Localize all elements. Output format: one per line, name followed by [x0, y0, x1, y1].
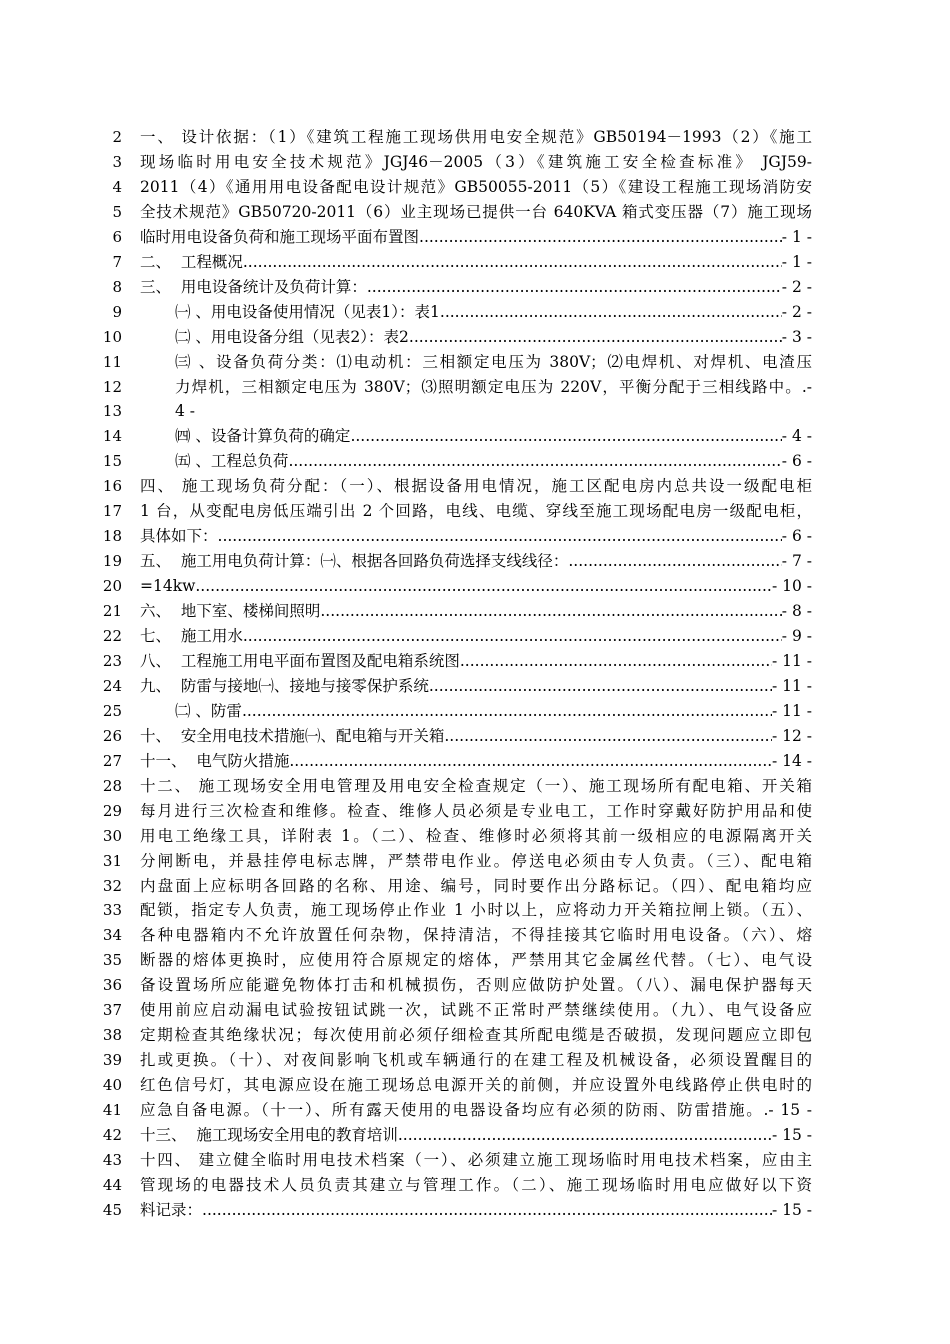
- toc-leader-dots: [202, 1198, 772, 1223]
- toc-page-number: - 12 -: [771, 726, 812, 745]
- line-number: 37: [102, 1001, 122, 1020]
- toc-leader-dots: [419, 225, 782, 250]
- line-number: 2: [112, 128, 122, 146]
- line-number: 26: [102, 726, 122, 745]
- line-number: 23: [102, 651, 122, 670]
- toc-line: [0, 200, 950, 225]
- toc-line: [0, 375, 950, 400]
- toc-entry-title: ㈡ 、防雷: [175, 701, 242, 720]
- toc-entry: [140, 574, 812, 599]
- toc-leader-dots: [350, 424, 781, 449]
- toc-line: [0, 699, 950, 724]
- line-number: 31: [102, 851, 122, 870]
- toc-page-number: - 15 -: [771, 1200, 812, 1219]
- line-number: 20: [102, 577, 122, 596]
- toc-line: [0, 973, 950, 998]
- toc-line: [0, 1198, 950, 1223]
- toc-line: [0, 1048, 950, 1073]
- paragraph-line: ㈢ 、设备负荷分类：⑴电动机：三相额定电压为 380V；⑵电焊机、对焊机、电渣压: [175, 352, 812, 371]
- toc-line: [0, 549, 950, 574]
- line-number: 8: [112, 277, 122, 296]
- toc-page-number: - 9 -: [781, 627, 812, 645]
- toc-page-number: - 2 -: [781, 302, 812, 321]
- line-number: 14: [102, 427, 122, 446]
- toc-entry-title: ㈤ 、工程总负荷: [175, 452, 289, 471]
- toc-entry: [175, 424, 812, 449]
- toc-entry: [140, 549, 812, 574]
- toc-entry: [140, 1198, 812, 1223]
- toc-entry-title: ㈣ 、设备计算负荷的确定: [175, 427, 351, 446]
- toc-line: [0, 150, 950, 175]
- line-number: 39: [102, 1051, 122, 1070]
- line-number: 45: [102, 1200, 122, 1219]
- toc-line: [0, 898, 950, 923]
- toc-leader-dots: [243, 624, 782, 649]
- toc-entry-title: ㈠ 、用电设备使用情况（见表1）：表1: [175, 302, 440, 321]
- line-number: 36: [102, 976, 122, 995]
- line-number: 17: [102, 502, 122, 521]
- toc-line: [0, 524, 950, 549]
- toc-line: [0, 1173, 950, 1198]
- paragraph-line: 各种电器箱内不允许放置任何杂物，保持清洁，不得挂接其它临时用电设备。（六）、熔: [140, 926, 812, 945]
- toc-page-number: - 6 -: [781, 527, 812, 546]
- toc-page-number: - 11 -: [771, 651, 812, 670]
- toc-line: [0, 574, 950, 599]
- toc-page-number: - 6 -: [781, 452, 812, 471]
- toc-line: [0, 499, 950, 524]
- toc-line: [0, 849, 950, 874]
- paragraph-line: 四、 施工现场负荷分配：（一）、根据设备用电情况，施工区配电房内总共设一级配电柜: [140, 477, 812, 496]
- line-number: 18: [102, 527, 122, 546]
- line-number: 25: [102, 701, 122, 720]
- line-number: 13: [102, 402, 122, 421]
- toc-entry: [140, 749, 812, 774]
- line-number: 43: [102, 1150, 122, 1169]
- paragraph-line: 用电工绝缘工具，详附表 1。（二）、检查、维修时必须将其前一级相应的电源隔离开关: [140, 826, 812, 845]
- toc-page-number: - 11 -: [771, 676, 812, 695]
- toc-line: [0, 624, 950, 649]
- toc-leader-dots: [460, 649, 772, 674]
- toc-page-number: - 8 -: [781, 602, 812, 621]
- toc-entry: [140, 624, 812, 649]
- toc-leader-dots: [398, 1123, 772, 1148]
- toc-leader-dots: [440, 300, 782, 325]
- paragraph-line: 断器的熔体更换时，应使用符合原规定的熔体，严禁用其它金属丝代替。（七）、电气设: [140, 951, 812, 970]
- toc-leader-dots: [218, 524, 782, 549]
- paragraph-line: 备设置场所应能避免物体打击和机械损伤，否则应做防护处置。（八）、漏电保护器每天: [140, 976, 812, 995]
- line-number: 41: [102, 1101, 122, 1120]
- line-number: 32: [102, 876, 122, 895]
- toc-entry: [140, 724, 812, 749]
- line-number: 21: [102, 602, 122, 621]
- toc-line: [0, 674, 950, 699]
- line-number: 9: [112, 302, 122, 321]
- toc-leader-dots: [409, 325, 782, 350]
- line-number: 24: [102, 676, 122, 695]
- line-number: 16: [102, 477, 122, 496]
- paragraph-line: 现场临时用电安全技术规范》JGJ46－2005（3）《建筑施工安全检查标准》 JGJ59-: [140, 152, 812, 171]
- toc-leader-dots: [195, 574, 772, 599]
- toc-line: [0, 350, 950, 375]
- toc-page-number: - 7 -: [781, 552, 812, 571]
- toc-entry-title: 八、 工程施工用电平面布置图及配电箱系统图: [140, 651, 460, 670]
- paragraph-line: 使用前应启动漏电试验按钮试跳一次，试跳不正常时严禁继续使用。（九）、电气设备应: [140, 1001, 812, 1020]
- paragraph-line: 十二、 施工现场安全用电管理及用电安全检查规定（一）、施工现场所有配电箱、开关箱: [140, 776, 812, 795]
- toc-line: [0, 774, 950, 799]
- toc-entry-title: 二、 工程概况: [140, 252, 243, 271]
- toc-entry-title: =14kw: [140, 577, 196, 596]
- toc-line: [0, 1073, 950, 1098]
- toc-entry-title: 九、 防雷与接地㈠、接地与接零保护系统: [140, 676, 429, 695]
- paragraph-line: 定期检查其绝缘状况；每次使用前必须仔细检查其所配电缆是否破损，发现问题应立即包: [140, 1026, 812, 1045]
- line-number: 7: [112, 252, 122, 271]
- line-number: 22: [102, 627, 122, 645]
- toc-line: [0, 649, 950, 674]
- paragraph-line: 全技术规范》GB50720-2011（6）业主现场已提供一台 640KVA 箱式变压器（7）施工现场: [140, 202, 812, 221]
- toc-line: [0, 1098, 950, 1123]
- toc-line: [0, 799, 950, 824]
- toc-entry-title: 六、 地下室、楼梯间照明: [140, 602, 321, 621]
- toc-line: [0, 1123, 950, 1148]
- toc-entry: [175, 699, 812, 724]
- paragraph-line: 十四、 建立健全临时用电技术档案（一）、必须建立施工现场临时用电技术档案，应由主: [140, 1150, 812, 1169]
- toc-entry: [140, 275, 812, 300]
- line-number: 19: [102, 552, 122, 571]
- toc-line: [0, 948, 950, 973]
- toc-line: [0, 874, 950, 899]
- toc-line: [0, 1023, 950, 1048]
- toc-line: [0, 724, 950, 749]
- toc-entry-title: 十三、 施工现场安全用电的教育培训: [140, 1126, 398, 1144]
- toc-line: [0, 998, 950, 1023]
- toc-line: [0, 749, 950, 774]
- toc-page-number: - 1 -: [781, 252, 812, 271]
- line-number: 3: [112, 152, 122, 171]
- toc-entry-title: 七、 施工用水: [140, 627, 243, 645]
- toc-leader-dots: [367, 275, 782, 300]
- toc-page-number: - 3 -: [781, 327, 812, 346]
- paragraph-line: 内盘面上应标明各回路的名称、用途、编号，同时要作出分路标记。（四）、配电箱均应: [140, 876, 812, 895]
- line-number: 28: [102, 776, 122, 795]
- toc-leader-dots: [288, 449, 781, 474]
- line-number: 29: [102, 801, 122, 820]
- toc-line: [0, 599, 950, 624]
- toc-line: [0, 474, 950, 499]
- line-number: 11: [102, 352, 122, 371]
- toc-entry-title: ㈡ 、用电设备分组（见表2）：表2: [175, 327, 409, 346]
- line-number: 30: [102, 826, 122, 845]
- paragraph-line: 每月进行三次检查和维修。检查、维修人员必须是专业电工，工作时穿戴好防护用品和使: [140, 801, 812, 820]
- toc-page-number: - 1 -: [781, 227, 812, 246]
- line-number: 6: [112, 227, 122, 246]
- paragraph-line: 配锁，指定专人负责，施工现场停止作业 1 小时以上，应将动力开关箱拉闸上锁。（五）、: [140, 901, 812, 920]
- toc-line: [0, 824, 950, 849]
- paragraph-line: 管现场的电器技术人员负责其建立与管理工作。（二）、施工现场临时用电应做好以下资: [140, 1175, 812, 1194]
- toc-entry: [140, 1123, 812, 1148]
- line-number: 15: [102, 452, 122, 471]
- toc-entry: [140, 599, 812, 624]
- toc-line: [0, 175, 950, 200]
- paragraph-line: 2011（4）《通用用电设备配电设计规范》GB50055-2011（5）《建设工程施工现场消防安: [140, 177, 812, 196]
- toc-entry: [140, 225, 812, 250]
- toc-entry: [140, 674, 812, 699]
- toc-page-number: - 4 -: [781, 427, 812, 446]
- toc-page-number: - 15 -: [771, 1126, 812, 1144]
- line-number: 5: [112, 202, 122, 221]
- toc-entry-title: 三、 用电设备统计及负荷计算：: [140, 277, 367, 296]
- line-number: 27: [102, 751, 122, 770]
- toc-line: [0, 923, 950, 948]
- paragraph-line: 应急自备电源。（十一）、所有露天使用的电器设备均应有必须的防雨、防雷措施。.- 15 -: [140, 1101, 812, 1120]
- toc-entry-title: 十、 安全用电技术措施㈠、配电箱与开关箱: [140, 726, 445, 745]
- toc-leader-dots: [568, 549, 781, 574]
- line-number: 4: [112, 177, 122, 196]
- toc-page-number: - 14 -: [771, 751, 812, 770]
- toc-entry: [175, 449, 812, 474]
- toc-page-number: - 2 -: [781, 277, 812, 296]
- toc-line: [0, 399, 950, 424]
- paragraph-line: 一、 设计依据：（1）《建筑工程施工现场供用电安全规范》GB50194－1993（2）《施工: [140, 128, 812, 146]
- paragraph-line: 分闸断电，并悬挂停电标志牌，严禁带电作业。停送电必须由专人负责。（三）、配电箱: [140, 851, 812, 870]
- line-number: 12: [102, 377, 122, 396]
- toc-entry: [140, 649, 812, 674]
- toc-entry-title: 料记录：: [140, 1200, 203, 1219]
- toc-line: [0, 125, 950, 150]
- toc-entry-title: 具体如下：: [140, 527, 218, 546]
- line-number: 34: [102, 926, 122, 945]
- paragraph-line: 力焊机，三相额定电压为 380V；⑶照明额定电压为 220V，平衡分配于三相线路中。.-: [175, 377, 812, 396]
- toc-leader-dots: [320, 599, 781, 624]
- paragraph-line: 4 -: [175, 402, 196, 421]
- paragraph-line: 1 台，从变配电房低压端引出 2 个回路，电线、电缆、穿线至施工现场配电房一级配电柜，: [140, 502, 812, 521]
- toc-leader-dots: [429, 674, 772, 699]
- toc-page-number: - 10 -: [771, 577, 812, 596]
- toc-line: [0, 300, 950, 325]
- paragraph-line: 红色信号灯，其电源应设在施工现场总电源开关的前侧，并应设置外电线路停止供电时的: [140, 1076, 812, 1095]
- toc-entry-title: 临时用电设备负荷和施工现场平面布置图: [140, 227, 420, 246]
- line-number: 35: [102, 951, 122, 970]
- toc-entry: [140, 524, 812, 549]
- toc-leader-dots: [242, 699, 772, 724]
- toc-leader-dots: [444, 724, 772, 749]
- line-number: 33: [102, 901, 122, 920]
- paragraph-line: 扎或更换。（十）、对夜间影响飞机或车辆通行的在建工程及机械设备，必须设置醒目的: [140, 1051, 812, 1070]
- line-number: 10: [102, 327, 122, 346]
- toc-line: [0, 275, 950, 300]
- toc-leader-dots: [289, 749, 772, 774]
- toc-line: [0, 225, 950, 250]
- toc-line: [0, 449, 950, 474]
- line-number: 44: [102, 1175, 122, 1194]
- toc-page-number: - 11 -: [771, 701, 812, 720]
- toc-line: [0, 1148, 950, 1173]
- toc-leader-dots: [243, 250, 782, 275]
- toc-entry-title: 十一、 电气防火措施: [140, 751, 290, 770]
- toc-line: [0, 325, 950, 350]
- toc-entry-title: 五、 施工用电负荷计算：㈠、根据各回路负荷选择支线线径：: [140, 552, 569, 571]
- toc-line: [0, 250, 950, 275]
- toc-line: [0, 424, 950, 449]
- line-number: 40: [102, 1076, 122, 1095]
- line-number: 42: [102, 1126, 122, 1144]
- toc-entry: [175, 300, 812, 325]
- line-number: 38: [102, 1026, 122, 1045]
- toc-entry: [140, 250, 812, 275]
- toc-entry: [175, 325, 812, 350]
